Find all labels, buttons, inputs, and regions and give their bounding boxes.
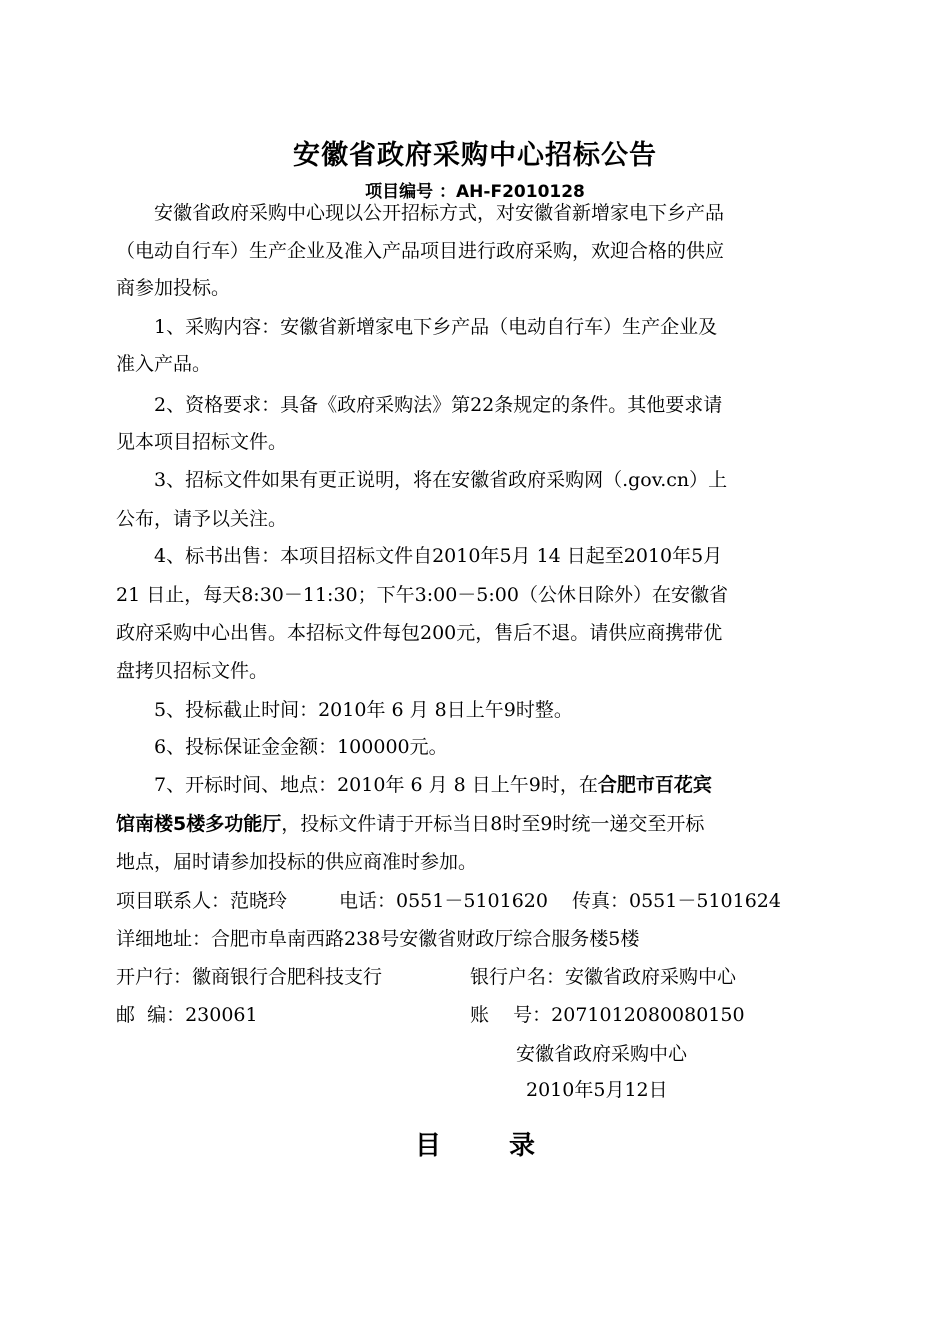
item2-line-2: 见本项目招标文件。 — [116, 431, 288, 453]
toc-heading-char-2: 录 — [509, 1131, 536, 1161]
contact-person: 项目联系人：范晓玲 — [116, 890, 288, 912]
toc-heading-char-1: 目 — [414, 1131, 441, 1161]
item3-line-2: 公布，请予以关注。 — [116, 508, 288, 530]
item4-line-1: 4、标书出售：本项目招标文件自2010年5月 14 日起至2010年5月 — [154, 545, 723, 567]
contact-bank: 开户行：徽商银行合肥科技支行 — [116, 966, 383, 988]
item4-line-2: 21 日止，每天8:30－11:30；下午3:00－5:00（公休日除外）在安徽省 — [116, 584, 728, 606]
contact-postcode: 邮 编：230061 — [116, 1004, 258, 1026]
item7-line-1 — [154, 772, 712, 798]
item4-line-3: 政府采购中心出售。本招标文件每包200元，售后不退。请供应商携带优 — [116, 622, 723, 644]
item7-line-1-text: 7、开标时间、地点：2010年 6 月 8 日上午9时，在 — [154, 774, 598, 796]
item3-line-1: 3、招标文件如果有更正说明，将在安徽省政府采购网（.gov.cn）上 — [154, 469, 728, 491]
intro-line-3: 商参加投标。 — [116, 277, 231, 299]
signature-date: 2010年5月12日 — [526, 1079, 668, 1101]
item6-line: 6、投标保证金金额：100000元。 — [154, 736, 448, 758]
item7-line-2 — [116, 811, 704, 837]
item7-line-2-text: ，投标文件请于开标当日8时至9时统一递交至开标 — [281, 813, 705, 835]
contact-account-no: 账 号：2071012080080150 — [470, 1004, 745, 1026]
item5-line: 5、投标截止时间：2010年 6 月 8日上午9时整。 — [154, 699, 573, 721]
project-number: 项目编号 ：AH-F2010128 — [365, 182, 585, 202]
item4-line-4: 盘拷贝招标文件。 — [116, 660, 269, 682]
contact-account-name: 银行户名：安徽省政府采购中心 — [470, 966, 737, 988]
item7-line-3: 地点，届时请参加投标的供应商准时参加。 — [116, 851, 478, 873]
item1-line-1: 1、采购内容：安徽省新增家电下乡产品（电动自行车）生产企业及 — [154, 316, 718, 338]
page-title: 安徽省政府采购中心招标公告 — [293, 140, 657, 171]
item1-line-2: 准入产品。 — [116, 353, 212, 375]
contact-phone: 电话：0551－5101620 — [339, 890, 548, 912]
contact-address: 详细地址：合肥市阜南西路238号安徽省财政厅综合服务楼5楼 — [116, 928, 640, 950]
toc-heading — [0, 1125, 950, 1162]
intro-line-2: （电动自行车）生产企业及准入产品项目进行政府采购，欢迎合格的供应 — [116, 240, 725, 262]
intro-line-1: 安徽省政府采购中心现以公开招标方式，对安徽省新增家电下乡产品 — [154, 202, 725, 224]
contact-fax: 传真：0551－5101624 — [572, 890, 781, 912]
item7-venue-bold-2: 馆南楼5楼多功能厅 — [116, 813, 282, 835]
signature-org: 安徽省政府采购中心 — [516, 1043, 688, 1065]
item7-venue-bold-1: 合肥市百花宾 — [597, 774, 712, 796]
item2-line-1: 2、资格要求：具备《政府采购法》第22条规定的条件。其他要求请 — [154, 394, 723, 416]
